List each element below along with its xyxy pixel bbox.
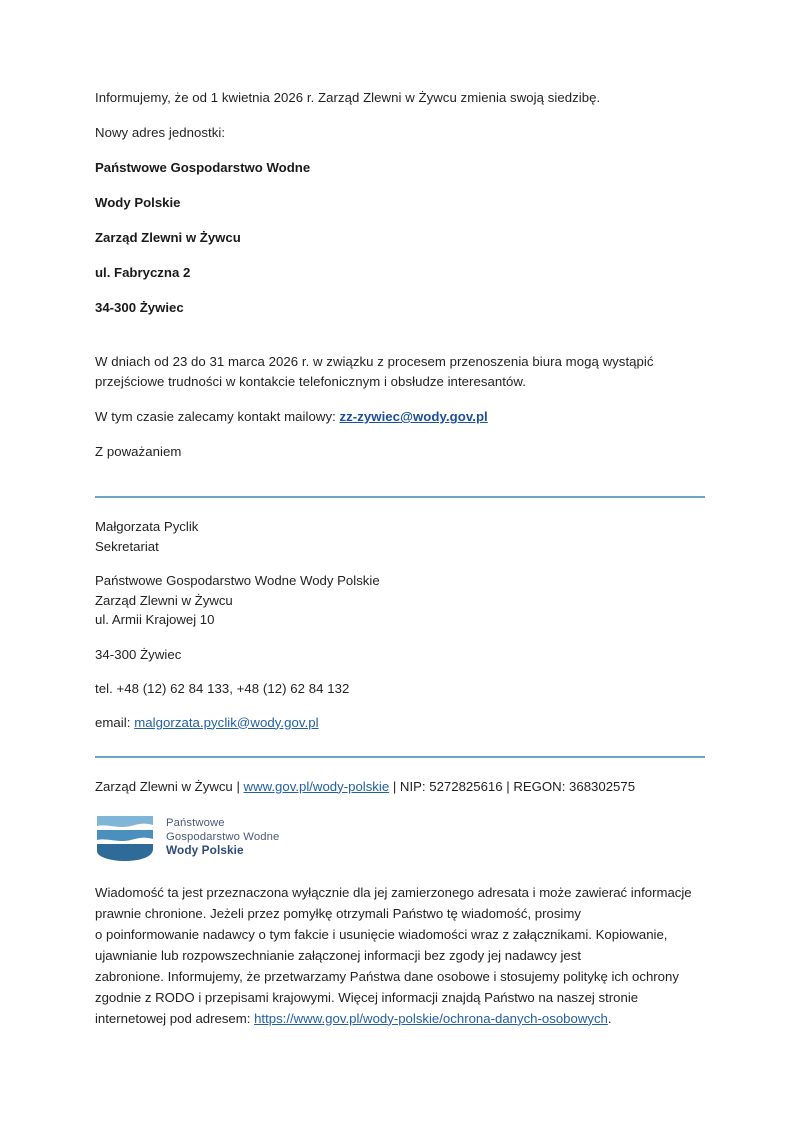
- signature-email-link[interactable]: malgorzata.pyclik@wody.gov.pl: [134, 714, 319, 730]
- wody-polskie-logo: [95, 813, 707, 863]
- disclaimer-line: zgodnie z RODO i przepisami krajowymi. Więcej informacji znajdą Państwo na naszej stronie: [95, 989, 639, 1005]
- disclaimer-last-line-prefix: internetowej pod adresem:: [95, 1010, 255, 1026]
- disclaimer-line: ujawnianie lub rozpowszechnianie załączonej informacji bez zgody jej nadawcy jest: [95, 947, 582, 963]
- footer-website-link[interactable]: www.gov.pl/wody-polskie: [243, 778, 390, 794]
- spacer: [95, 477, 707, 496]
- disclaimer-line: zabronione. Informujemy, że przetwarzamy Państwa dane osobowe i stosujemy politykę ich ochrony: [95, 968, 679, 984]
- footer-nip: NIP: 5272825616: [399, 778, 503, 794]
- signature-person: [95, 517, 707, 556]
- footer-separator: |: [389, 778, 400, 794]
- signature-street: ul. Armii Krajowej 10: [95, 612, 215, 627]
- disclaimer-last-line-suffix: .: [607, 1010, 612, 1026]
- new-address-line: ul. Fabryczna 2: [95, 265, 191, 280]
- new-address-line: 34-300 Żywiec: [95, 300, 184, 315]
- logo-line-1: Państwowe: [166, 817, 225, 830]
- signature-email-label: email:: [95, 714, 135, 730]
- contact-email-link[interactable]: zz-zywiec@wody.gov.pl: [339, 409, 488, 424]
- footer-regon: REGON: 368302575: [513, 778, 636, 794]
- new-address-line: Wody Polskie: [95, 195, 181, 210]
- footer-identifier-line: [95, 777, 707, 797]
- signature-email-line: [95, 713, 707, 733]
- signature-name: Małgorzata Pyclik: [95, 519, 199, 534]
- spacer: [95, 863, 707, 882]
- signature-city: 34-300 Żywiec: [95, 646, 182, 662]
- disclaimer-line: Wiadomość ta jest przeznaczona wyłącznie dla jej zamierzonego adresata i może zawierać informacje: [95, 884, 692, 900]
- document-body: [95, 88, 707, 1029]
- disclaimer-last-line: [95, 1008, 707, 1029]
- spacer: [95, 333, 707, 352]
- signature-org-line-1: Państwowe Gospodarstwo Wodne Wody Polskie: [95, 573, 380, 588]
- disclaimer-line: prawnie chronione. Jeżeli przez pomyłkę otrzymali Państwo tę wiadomość, prosimy: [95, 905, 581, 921]
- new-address-line: Państwowe Gospodarstwo Wodne: [95, 160, 311, 175]
- signature-org-line-2: Zarząd Zlewni w Żywcu: [95, 592, 233, 608]
- disclaimer-line: o poinformowanie nadawcy o tym fakcie i usunięcie wiadomości wraz z załącznikami. Kopiowanie,: [95, 926, 668, 942]
- privacy-policy-link[interactable]: https://www.gov.pl/wody-polskie/ochrona-danych-osobowych: [254, 1010, 608, 1026]
- mail-contact-prefix: W tym czasie zalecamy kontakt mailowy:: [95, 409, 340, 424]
- legal-disclaimer: [95, 882, 707, 1029]
- logo-line-3: Wody Polskie: [166, 843, 244, 858]
- logo-line-2: Gospodarstwo Wodne: [166, 830, 280, 843]
- spacer: [95, 498, 707, 517]
- logo-wordmark: [166, 817, 279, 858]
- footer-separator: |: [502, 778, 514, 794]
- signature-organisation: [95, 571, 707, 630]
- new-address-block: [95, 158, 707, 318]
- intro-paragraph: Informujemy, że od 1 kwietnia 2026 r. Zarząd Zlewni w Żywcu zmienia swoją siedzibę.: [95, 90, 601, 105]
- spacer: [95, 758, 707, 777]
- mail-contact-paragraph: [95, 407, 707, 427]
- wody-polskie-wave-mark-icon: [95, 813, 155, 863]
- footer-separator: |: [232, 778, 244, 794]
- signature-phone: tel. +48 (12) 62 84 133, +48 (12) 62 84 132: [95, 680, 350, 696]
- relocation-notice-paragraph: W dniach od 23 do 31 marca 2026 r. w związku z procesem przenoszenia biura mogą wystąpić przejściowe trudności w kontakcie telefonicznym i obsłudze interesantów.: [95, 354, 654, 389]
- footer-unit: Zarząd Zlewni w Żywcu: [95, 778, 233, 794]
- signature-role: Sekretariat: [95, 538, 159, 554]
- closing-line: Z poważaniem: [95, 444, 182, 459]
- new-address-label: Nowy adres jednostki:: [95, 125, 226, 140]
- new-address-line: Zarząd Zlewni w Żywcu: [95, 230, 241, 245]
- spacer: [95, 747, 707, 756]
